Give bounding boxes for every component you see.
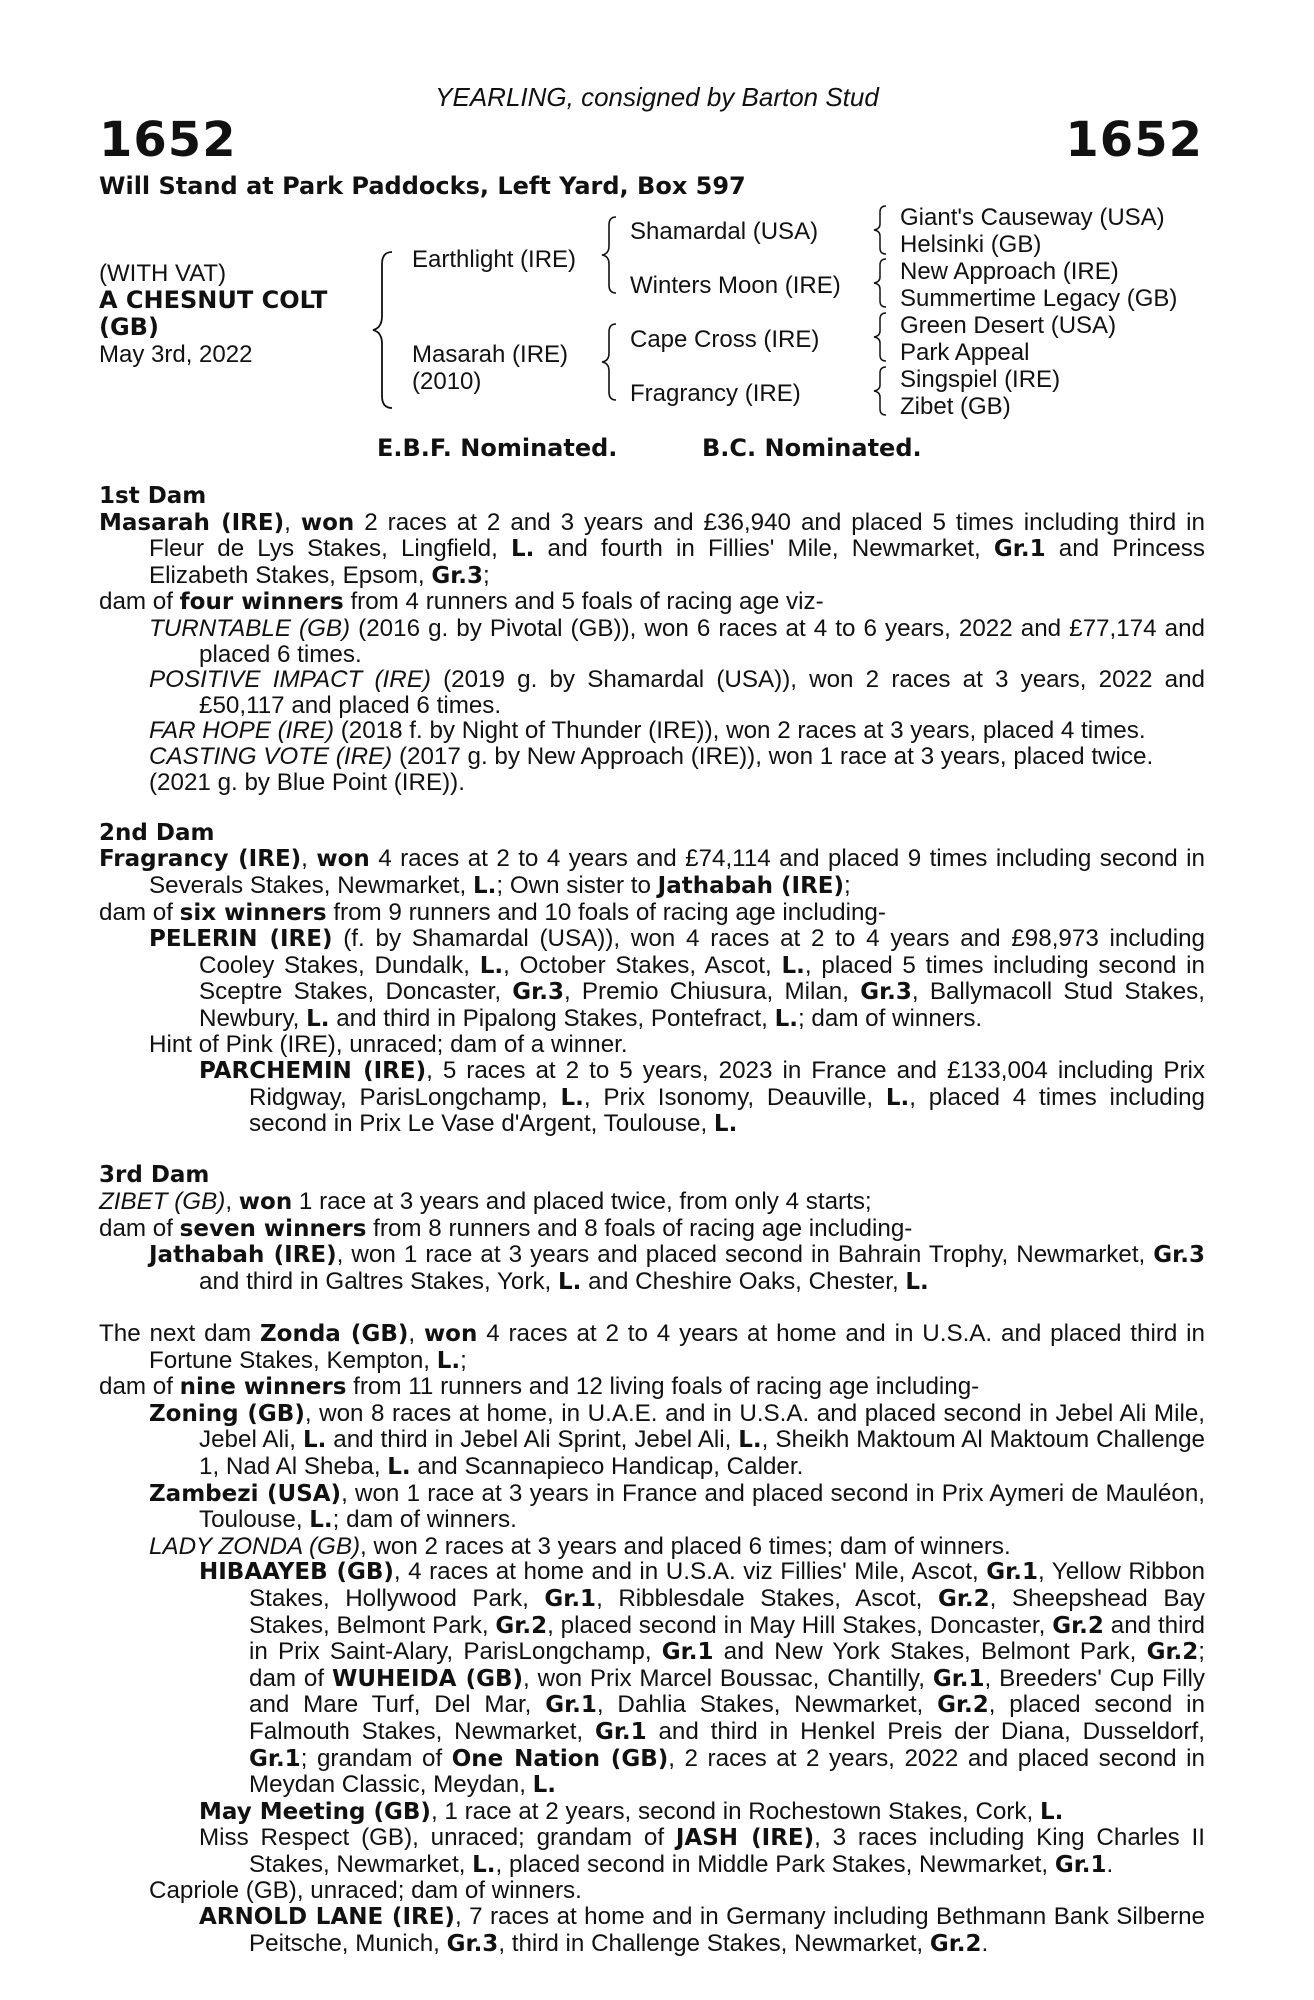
pedigree-brace-ggp4 <box>872 365 890 417</box>
first-dam-produce-summary: dam of four winners from 4 runners and 5 foals of racing age viz- <box>99 588 824 616</box>
pedigree-brace-sire <box>600 215 622 295</box>
produce-zambezi: Zambezi (USA), won 1 race at 3 years in France and placed second in Prix Aymeri de Mauléon, Toulouse, L.; dam of winners. <box>149 1479 1205 1534</box>
ggp-1: Giant's Causeway (USA) <box>900 204 1165 231</box>
produce-hibaayeb: HIBAAYEB (GB), 4 races at home and in U.S.A. viz Fillies' Mile, Ascot, Gr.1, Yellow Ribbon Stakes, Hollywood Park, Gr.1, Ribblesdale Stakes, Ascot, Gr.2, Sheepshead Bay Stakes, Belmont Park, Gr.2, placed second in May Hill Stakes, Doncaster, Gr.2 and third in Prix Saint-Alary, ParisLongchamp, Gr.1 and New York Stakes, Belmont Park, Gr.2; dam of WUHEIDA (GB), won Prix Marcel Boussac, Chantilly, Gr.1, Breeders' Cup Filly and Mare Turf, Del Mar, Gr.1, Dahlia Stakes, Newmarket, Gr.2, placed second in Falmouth Stakes, Newmarket, Gr.1 and third in Henkel Preis der Diana, Dusseldorf, Gr.1; grandam of One Nation (GB), 2 races at 2 years, 2022 and placed second in Meydan Classic, Meydan, L. <box>199 1558 1205 1799</box>
ggp-6: Park Appeal <box>900 339 1030 366</box>
produce-jathabah: Jathabah (IRE), won 1 race at 3 years and placed second in Bahrain Trophy, Newmarket, Gr.3 and third in Galtres Stakes, York, L. and Cheshire Oaks, Chester, L. <box>149 1241 1205 1295</box>
ggp-3: New Approach (IRE) <box>900 258 1119 285</box>
vat-note: (WITH VAT) <box>99 260 227 287</box>
sire-dam: Winters Moon (IRE) <box>630 272 841 299</box>
produce-arnold-lane: ARNOLD LANE (IRE), 7 races at home and in Germany including Bethmann Bank Silberne Peitsche, Munich, Gr.3, third in Challenge Stakes, Newmarket, Gr.2. <box>199 1903 1206 1957</box>
produce-miss-respect: Miss Respect (GB), unraced; grandam of JASH (IRE), 3 races including King Charles II Stakes, Newmarket, L., placed second in Middle Park Stakes, Newmarket, Gr.1. <box>199 1824 1205 1878</box>
catalogue-body <box>99 484 1205 1957</box>
produce-parchemin: PARCHEMIN (IRE), 5 races at 2 to 5 years, 2023 in France and £133,004 including Prix Ridgway, ParisLongchamp, L., Prix Isonomy, Deauville, L., placed 4 times including second in Prix Le Vase d'Argent, Toulouse, L. <box>199 1057 1206 1138</box>
section-2nd-dam: 2nd Dam <box>99 819 215 846</box>
horse-country: (GB) <box>99 313 159 341</box>
lot-number-right: 1652 <box>1065 112 1203 168</box>
dam-sire: Cape Cross (IRE) <box>630 326 820 353</box>
produce-positive-impact: POSITIVE IMPACT (IRE) (2019 g. by Shamardal (USA)), won 2 races at 3 years, 2022 and £50,117 and placed 6 times. <box>149 666 1205 719</box>
produce-2021-colt: (2021 g. by Blue Point (IRE)). <box>149 768 465 796</box>
sire-sire: Shamardal (USA) <box>630 218 819 245</box>
bc-nomination: B.C. Nominated. <box>702 434 922 462</box>
section-1st-dam: 1st Dam <box>99 483 207 509</box>
produce-casting-vote: CASTING VOTE (IRE) (2017 g. by New Approach (IRE)), won 1 race at 3 years, placed twice. <box>149 742 1154 770</box>
section-3rd-dam: 3rd Dam <box>99 1162 210 1189</box>
produce-lady-zonda: LADY ZONDA (GB), won 2 races at 3 years and placed 6 times; dam of winners. <box>149 1532 1011 1560</box>
ggp-2: Helsinki (GB) <box>900 231 1042 258</box>
consignment-line: YEARLING, consigned by Barton Stud <box>435 82 879 112</box>
ggp-8: Zibet (GB) <box>900 393 1011 420</box>
horse-dob: May 3rd, 2022 <box>99 341 253 368</box>
ggp-5: Green Desert (USA) <box>900 312 1117 339</box>
stand-location: Will Stand at Park Paddocks, Left Yard, Box 597 <box>99 172 746 200</box>
produce-far-hope: FAR HOPE (IRE) (2018 f. by Night of Thunder (IRE)), won 2 races at 3 years, placed 4 times. <box>149 717 1146 745</box>
pedigree-brace-ggp3 <box>872 311 890 363</box>
ggp-7: Singspiel (IRE) <box>900 366 1061 393</box>
pedigree-brace-dam <box>600 322 622 402</box>
produce-pelerin: PELERIN (IRE) (f. by Shamardal (USA)), won 4 races at 2 to 4 years and £98,973 including Cooley Stakes, Dundalk, L., October Stakes, Ascot, L., placed 5 times including second in Sceptre Stakes, Doncaster, Gr.3, Premio Chiusura, Milan, Gr.3, Ballymacoll Stud Stakes, Newbury, L. and third in Pipalong Stakes, Pontefract, L.; dam of winners. <box>149 925 1206 1032</box>
produce-turntable: TURNTABLE (GB) (2016 g. by Pivotal (GB)), won 6 races at 4 to 6 years, 2022 and £77,174 and placed 6 times. <box>149 614 1205 668</box>
pedigree-brace-ggp1 <box>872 204 890 256</box>
dam-year: (2010) <box>412 368 482 395</box>
next-dam-produce-summary: dam of nine winners from 11 runners and 12 living foals of racing age including- <box>99 1373 980 1401</box>
produce-hint-of-pink: Hint of Pink (IRE), unraced; dam of a winner. <box>149 1031 628 1059</box>
ebf-nomination: E.B.F. Nominated. <box>377 434 618 462</box>
third-dam-record: ZIBET (GB), won 1 race at 3 years and placed twice, from only 4 starts; <box>99 1188 872 1216</box>
produce-zoning: Zoning (GB), won 8 races at home, in U.A.E. and in U.S.A. and placed second in Jebel Ali Mile, Jebel Ali, L. and third in Jebel Ali Sprint, Jebel Ali, L., Sheikh Maktoum Al Maktoum Challenge 1, Nad Al Sheba, L. and Scannapieco Handicap, Calder. <box>149 1399 1206 1480</box>
third-dam-produce-summary: dam of seven winners from 8 runners and 8 foals of racing age including- <box>99 1214 913 1242</box>
next-dam-record: The next dam Zonda (GB), won 4 races at 2 to 4 years at home and in U.S.A. and placed third in Fortune Stakes, Kempton, L.; <box>99 1320 1206 1374</box>
dam-dam: Fragrancy (IRE) <box>630 380 801 407</box>
second-dam-record: Fragrancy (IRE), won 4 races at 2 to 4 years and £74,114 and placed 9 times including second in Severals Stakes, Newmarket, L.; Own sister to Jathabah (IRE); <box>99 845 1205 899</box>
produce-capriole: Capriole (GB), unraced; dam of winners. <box>149 1877 582 1905</box>
produce-may-meeting: May Meeting (GB), 1 race at 2 years, second in Rochestown Stakes, Cork, L. <box>199 1797 1064 1825</box>
sire: Earthlight (IRE) <box>412 246 577 273</box>
pedigree-brace-main <box>370 250 400 410</box>
pedigree-brace-ggp2 <box>872 257 890 309</box>
first-dam-record: Masarah (IRE), won 2 races at 2 and 3 years and £36,940 and placed 5 times including third in Fleur de Lys Stakes, Lingfield, L. and fourth in Fillies' Mile, Newmarket, Gr.1 and Princess Elizabeth Stakes, Epsom, Gr.3; <box>99 508 1205 589</box>
dam: Masarah (IRE) <box>412 341 569 368</box>
lot-number-left: 1652 <box>99 112 237 168</box>
second-dam-produce-summary: dam of six winners from 9 runners and 10 foals of racing age including- <box>99 898 886 926</box>
horse-name: A CHESNUT COLT <box>99 286 328 314</box>
ggp-4: Summertime Legacy (GB) <box>900 285 1178 312</box>
